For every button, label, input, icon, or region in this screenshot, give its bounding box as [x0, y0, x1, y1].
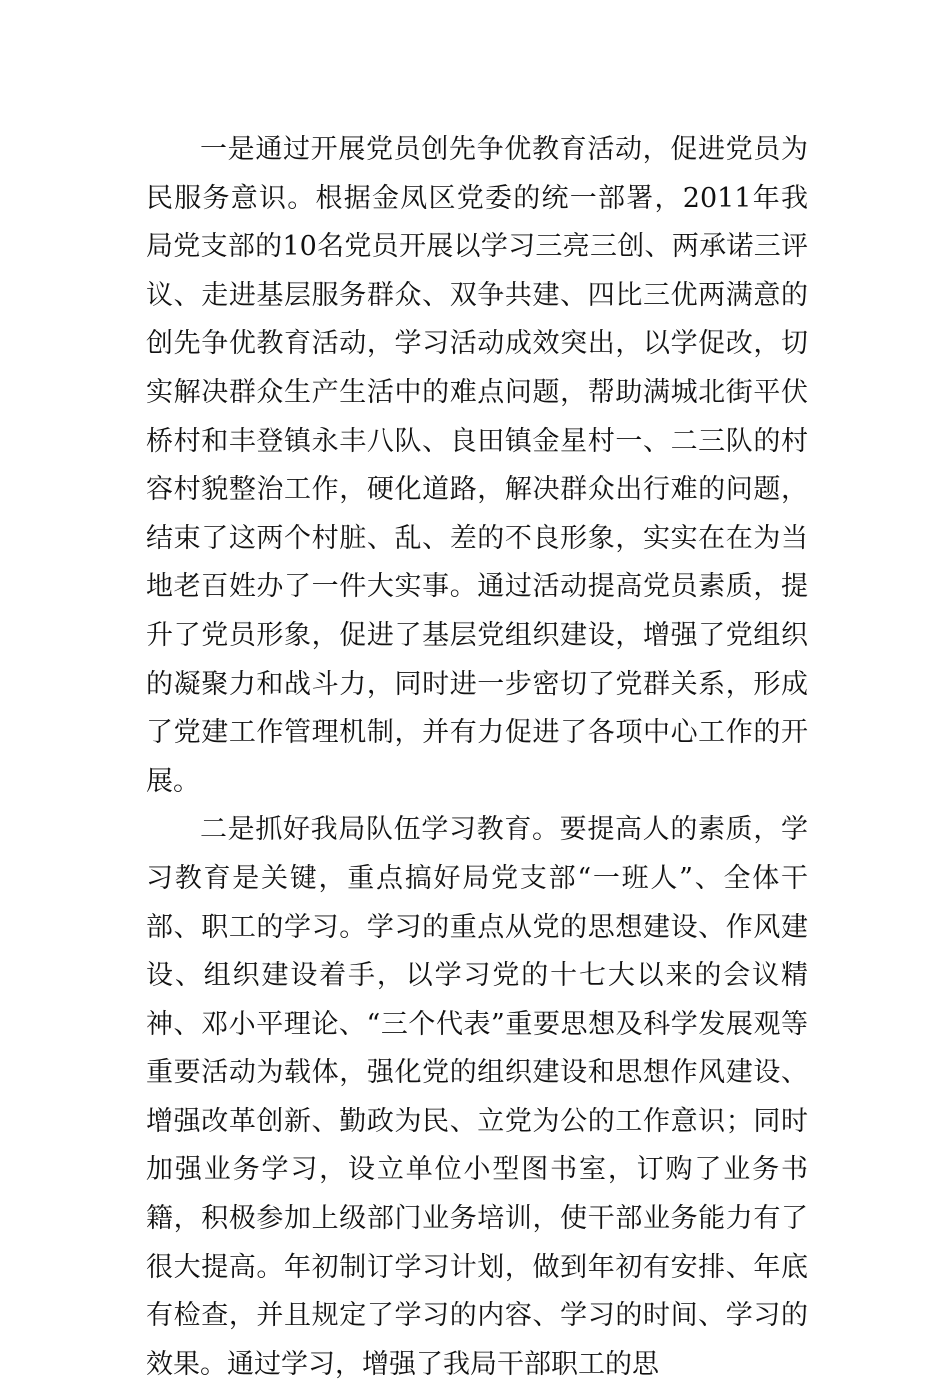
- paragraph-team-study-education: 二是抓好我局队伍学习教育。要提高人的素质，学习教育是关键，重点搞好局党支部“一班人”、全体干部、职工的学习。学习的重点从党的思想建设、作风建设、组织建设着手，以学习党的十七大以来的会议精神、邓小平理论、“三个代表”重要思想及科学发展观等重要活动为载体，强化党的组织建设和思想作风建设、增强改革创新、勤政为民、立党为公的工作意识；同时加强业务学习，设立单位小型图书室，订购了业务书籍，积极参加上级部门业务培训，使干部业务能力有了很大提高。年初制订学习计划，做到年初有安排、年底有检查，并且规定了学习的内容、学习的时间、学习的效果。通过学习，增强了我局干部职工的思: [146, 814, 808, 1380]
- document-body: [146, 126, 808, 1389]
- paragraph-party-member-activities: 一是通过开展党员创先争优教育活动，促进党员为民服务意识。根据金凤区党委的统一部署，2011年我局党支部的10名党员开展以学习三亮三创、两承诺三评议、走进基层服务群众、双争共建、四比三优两满意的创先争优教育活动，学习活动成效突出，以学促改，切实解决群众生产生活中的难点问题，帮助满城北街平伏桥村和丰登镇永丰八队、良田镇金星村一、二三队的村容村貌整治工作，硬化道路，解决群众出行难的问题，结束了这两个村脏、乱、差的不良形象，实实在在为当地老百姓办了一件大实事。通过活动提高党员素质，提升了党员形象，促进了基层党组织建设，增强了党组织的凝聚力和战斗力，同时进一步密切了党群关系，形成了党建工作管理机制，并有力促进了各项中心工作的开展。: [146, 134, 808, 797]
